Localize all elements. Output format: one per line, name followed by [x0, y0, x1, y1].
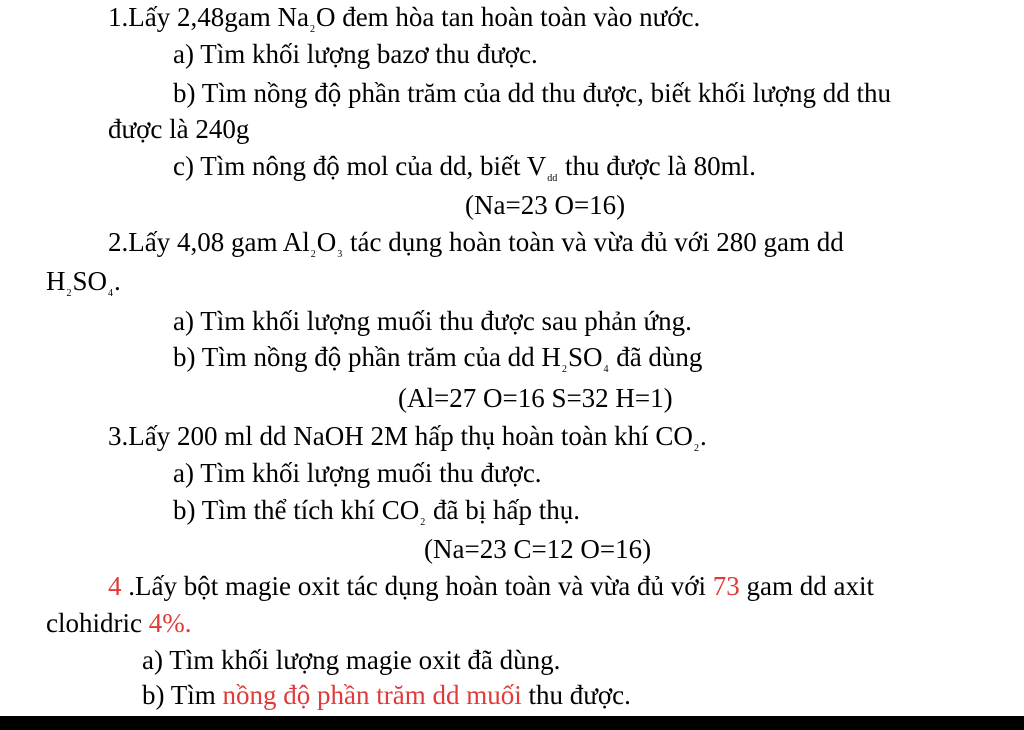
problem-4-title-line-2: clohidric 4%. [46, 608, 192, 638]
problem-1-part-a: a) Tìm khối lượng bazơ thu được. [173, 39, 538, 69]
problem-2-part-b: b) Tìm nồng độ phần trăm của dd $H_2SO_4$ đã dùng [173, 342, 703, 375]
problem-2-title-line-2: $H_2SO_4$. [46, 266, 121, 299]
problem-4-title: 4 .Lấy bột magie oxit tác dụng hoàn toàn và vừa đủ với 73 gam dd axit [108, 571, 875, 601]
problem-3-part-a: a) Tìm khối lượng muối thu được. [173, 458, 542, 488]
problem-4-part-b: b) Tìm nồng độ phần trăm dd muối thu được. [142, 680, 631, 710]
problem-1-atomic-masses: (Na=23 O=16) [465, 190, 626, 220]
problem-3-title: 3.Lấy 200 ml dd NaOH 2M hấp thụ hoàn toàn khí $CO_2$. [108, 421, 707, 454]
problem-1-part-b-line-2: được là 240g [108, 114, 250, 144]
problem-3-atomic-masses: (Na=23 C=12 O=16) [424, 534, 652, 564]
problem-1-part-b-line-1: b) Tìm nồng độ phần trăm của dd thu được, biết khối lượng dd thu [173, 78, 891, 108]
bottom-border-bar [0, 716, 1024, 730]
problem-2-title: 2.Lấy 4,08 gam $Al_2O_3$ tác dụng hoàn toàn và vừa đủ với 280 gam dd [108, 227, 844, 260]
problem-1-part-c: c) Tìm nông độ mol của dd, biết $V_{dd}$ thu được là 80ml. [173, 151, 756, 184]
problem-1-title: 1.Lấy 2,48gam $Na_2O$ đem hòa tan hoàn toàn vào nước. [108, 2, 701, 35]
problem-3-part-b: b) Tìm thể tích khí $CO_2$ đã bị hấp thụ. [173, 495, 580, 528]
problem-2-part-a: a) Tìm khối lượng muối thu được sau phản ứng. [173, 306, 692, 336]
problem-2-atomic-masses: (Al=27 O=16 S=32 H=1) [398, 383, 673, 413]
problem-4-part-a: a) Tìm khối lượng magie oxit đã dùng. [142, 645, 561, 675]
